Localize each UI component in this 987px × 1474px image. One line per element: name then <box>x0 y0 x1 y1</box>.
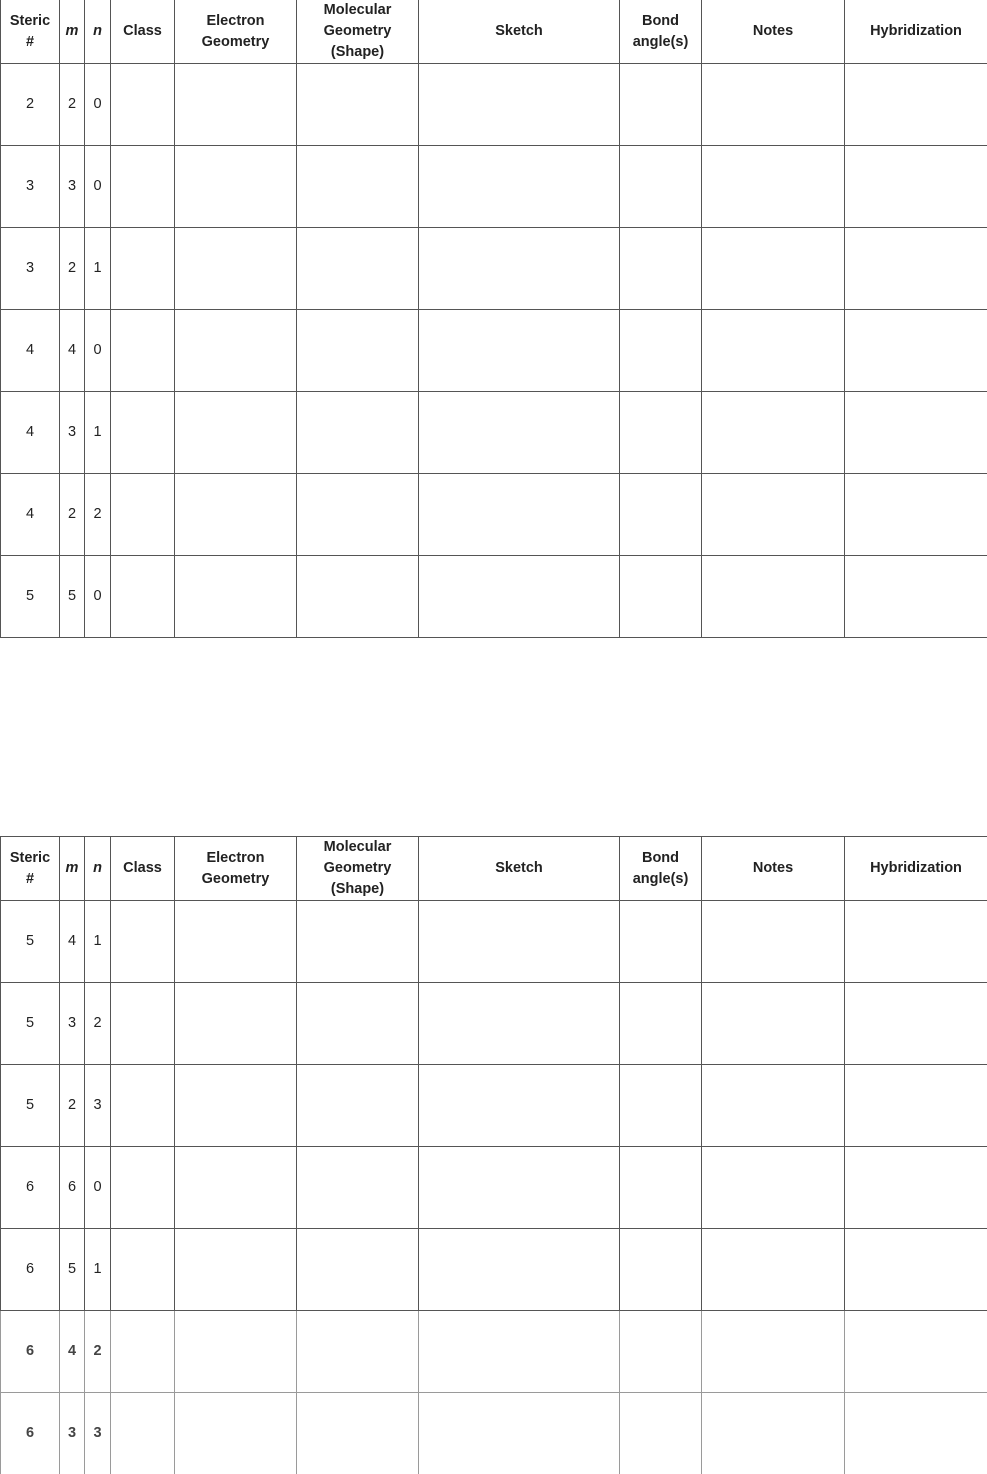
hybridization-cell[interactable] <box>845 1229 987 1311</box>
n-cell: 0 <box>85 1147 111 1229</box>
header-sketch: Sketch <box>419 0 620 64</box>
class-cell[interactable] <box>111 146 175 228</box>
n-cell: 1 <box>85 392 111 474</box>
bond-angles-cell[interactable] <box>620 901 702 983</box>
n-cell: 0 <box>85 64 111 146</box>
notes-cell[interactable] <box>702 1229 845 1311</box>
electron-geometry-cell[interactable] <box>175 228 297 310</box>
sketch-cell[interactable] <box>419 474 620 556</box>
molecular-geometry-cell[interactable] <box>297 64 419 146</box>
bond-angles-cell[interactable] <box>620 1393 702 1474</box>
bond-angles-cell[interactable] <box>620 1311 702 1393</box>
m-cell: 5 <box>60 1229 85 1311</box>
header-sketch: Sketch <box>419 837 620 901</box>
m-cell: 2 <box>60 1065 85 1147</box>
header-n: n <box>85 0 111 64</box>
vsepr-table-1 <box>0 0 987 638</box>
table-row <box>1 1311 987 1393</box>
header-steric: Steric # <box>1 0 60 64</box>
steric-number-cell: 4 <box>1 310 60 392</box>
class-cell[interactable] <box>111 310 175 392</box>
bond-angles-cell[interactable] <box>620 146 702 228</box>
steric-number-cell: 6 <box>1 1147 60 1229</box>
bond-angles-cell[interactable] <box>620 228 702 310</box>
n-cell: 0 <box>85 146 111 228</box>
electron-geometry-cell[interactable] <box>175 392 297 474</box>
notes-cell[interactable] <box>702 1065 845 1147</box>
hybridization-cell[interactable] <box>845 1147 987 1229</box>
sketch-cell[interactable] <box>419 228 620 310</box>
header-molecular-geometry: Molecular Geometry (Shape) <box>297 837 419 901</box>
notes-cell[interactable] <box>702 310 845 392</box>
sketch-cell[interactable] <box>419 310 620 392</box>
molecular-geometry-cell[interactable] <box>297 392 419 474</box>
bond-angles-cell[interactable] <box>620 983 702 1065</box>
notes-cell[interactable] <box>702 556 845 638</box>
n-cell: 1 <box>85 1229 111 1311</box>
electron-geometry-cell[interactable] <box>175 556 297 638</box>
steric-number-cell: 4 <box>1 392 60 474</box>
notes-cell[interactable] <box>702 474 845 556</box>
molecular-geometry-cell[interactable] <box>297 556 419 638</box>
steric-number-cell: 4 <box>1 474 60 556</box>
sketch-cell[interactable] <box>419 64 620 146</box>
hybridization-cell[interactable] <box>845 64 987 146</box>
class-cell[interactable] <box>111 1393 175 1474</box>
m-cell: 2 <box>60 228 85 310</box>
electron-geometry-cell[interactable] <box>175 310 297 392</box>
header-m: m <box>60 0 85 64</box>
bond-angles-cell[interactable] <box>620 1229 702 1311</box>
header-bond-angles: Bond angle(s) <box>620 0 702 64</box>
molecular-geometry-cell[interactable] <box>297 901 419 983</box>
molecular-geometry-cell[interactable] <box>297 146 419 228</box>
electron-geometry-cell[interactable] <box>175 1065 297 1147</box>
class-cell[interactable] <box>111 228 175 310</box>
header-notes: Notes <box>702 837 845 901</box>
table-row <box>1 474 987 556</box>
class-cell[interactable] <box>111 901 175 983</box>
table-row <box>1 392 987 474</box>
steric-number-cell: 3 <box>1 228 60 310</box>
m-cell: 3 <box>60 983 85 1065</box>
table-row <box>1 310 987 392</box>
table-row <box>1 1065 987 1147</box>
m-cell: 5 <box>60 556 85 638</box>
table-row <box>1 64 987 146</box>
steric-number-cell: 5 <box>1 901 60 983</box>
sketch-cell[interactable] <box>419 901 620 983</box>
notes-cell[interactable] <box>702 392 845 474</box>
class-cell[interactable] <box>111 1147 175 1229</box>
notes-cell[interactable] <box>702 1393 845 1474</box>
sketch-cell[interactable] <box>419 1147 620 1229</box>
m-cell: 4 <box>60 310 85 392</box>
table-row <box>1 228 987 310</box>
table-row <box>1 983 987 1065</box>
table-row <box>1 556 987 638</box>
n-cell: 2 <box>85 474 111 556</box>
bond-angles-cell[interactable] <box>620 474 702 556</box>
n-cell: 1 <box>85 901 111 983</box>
header-hybridization: Hybridization <box>845 0 987 64</box>
vsepr-table-2 <box>0 836 987 1474</box>
electron-geometry-cell[interactable] <box>175 1229 297 1311</box>
n-cell: 0 <box>85 310 111 392</box>
class-cell[interactable] <box>111 983 175 1065</box>
hybridization-cell[interactable] <box>845 310 987 392</box>
sketch-cell[interactable] <box>419 1311 620 1393</box>
electron-geometry-cell[interactable] <box>175 1311 297 1393</box>
class-cell[interactable] <box>111 474 175 556</box>
sketch-cell[interactable] <box>419 1229 620 1311</box>
header-row <box>1 837 987 901</box>
steric-number-cell: 5 <box>1 556 60 638</box>
header-notes: Notes <box>702 0 845 64</box>
steric-number-cell: 6 <box>1 1311 60 1393</box>
m-cell: 3 <box>60 146 85 228</box>
molecular-geometry-cell[interactable] <box>297 1147 419 1229</box>
class-cell[interactable] <box>111 556 175 638</box>
hybridization-cell[interactable] <box>845 392 987 474</box>
notes-cell[interactable] <box>702 1147 845 1229</box>
hybridization-cell[interactable] <box>845 1065 987 1147</box>
n-cell: 3 <box>85 1065 111 1147</box>
m-cell: 4 <box>60 901 85 983</box>
class-cell[interactable] <box>111 392 175 474</box>
electron-geometry-cell[interactable] <box>175 1393 297 1474</box>
bond-angles-cell[interactable] <box>620 64 702 146</box>
molecular-geometry-cell[interactable] <box>297 1229 419 1311</box>
steric-number-cell: 6 <box>1 1229 60 1311</box>
hybridization-cell[interactable] <box>845 983 987 1065</box>
bond-angles-cell[interactable] <box>620 392 702 474</box>
hybridization-cell[interactable] <box>845 556 987 638</box>
electron-geometry-cell[interactable] <box>175 983 297 1065</box>
electron-geometry-cell[interactable] <box>175 64 297 146</box>
bond-angles-cell[interactable] <box>620 1147 702 1229</box>
n-cell: 2 <box>85 1311 111 1393</box>
sketch-cell[interactable] <box>419 1065 620 1147</box>
n-cell: 0 <box>85 556 111 638</box>
bond-angles-cell[interactable] <box>620 310 702 392</box>
hybridization-cell[interactable] <box>845 474 987 556</box>
electron-geometry-cell[interactable] <box>175 146 297 228</box>
n-cell: 2 <box>85 983 111 1065</box>
steric-number-cell: 2 <box>1 64 60 146</box>
steric-number-cell: 3 <box>1 146 60 228</box>
molecular-geometry-cell[interactable] <box>297 310 419 392</box>
header-bond-angles: Bond angle(s) <box>620 837 702 901</box>
m-cell: 2 <box>60 474 85 556</box>
table-row <box>1 1229 987 1311</box>
sketch-cell[interactable] <box>419 556 620 638</box>
molecular-geometry-cell[interactable] <box>297 1311 419 1393</box>
table-row <box>1 1147 987 1229</box>
class-cell[interactable] <box>111 64 175 146</box>
header-m: m <box>60 837 85 901</box>
m-cell: 3 <box>60 392 85 474</box>
m-cell: 3 <box>60 1393 85 1474</box>
hybridization-cell[interactable] <box>845 1393 987 1474</box>
sketch-cell[interactable] <box>419 392 620 474</box>
notes-cell[interactable] <box>702 1311 845 1393</box>
notes-cell[interactable] <box>702 146 845 228</box>
sketch-cell[interactable] <box>419 983 620 1065</box>
table-row <box>1 901 987 983</box>
hybridization-cell[interactable] <box>845 901 987 983</box>
header-class: Class <box>111 0 175 64</box>
class-cell[interactable] <box>111 1065 175 1147</box>
molecular-geometry-cell[interactable] <box>297 1393 419 1474</box>
steric-number-cell: 5 <box>1 1065 60 1147</box>
table-row <box>1 146 987 228</box>
header-n: n <box>85 837 111 901</box>
m-cell: 2 <box>60 64 85 146</box>
molecular-geometry-cell[interactable] <box>297 474 419 556</box>
class-cell[interactable] <box>111 1229 175 1311</box>
notes-cell[interactable] <box>702 64 845 146</box>
n-cell: 3 <box>85 1393 111 1474</box>
hybridization-cell[interactable] <box>845 1311 987 1393</box>
notes-cell[interactable] <box>702 901 845 983</box>
steric-number-cell: 5 <box>1 983 60 1065</box>
electron-geometry-cell[interactable] <box>175 901 297 983</box>
bond-angles-cell[interactable] <box>620 556 702 638</box>
notes-cell[interactable] <box>702 228 845 310</box>
header-electron-geometry: Electron Geometry <box>175 0 297 64</box>
header-hybridization: Hybridization <box>845 837 987 901</box>
header-class: Class <box>111 837 175 901</box>
steric-number-cell: 6 <box>1 1393 60 1474</box>
header-electron-geometry: Electron Geometry <box>175 837 297 901</box>
header-row <box>1 0 987 64</box>
m-cell: 4 <box>60 1311 85 1393</box>
class-cell[interactable] <box>111 1311 175 1393</box>
hybridization-cell[interactable] <box>845 146 987 228</box>
electron-geometry-cell[interactable] <box>175 474 297 556</box>
hybridization-cell[interactable] <box>845 228 987 310</box>
sketch-cell[interactable] <box>419 146 620 228</box>
n-cell: 1 <box>85 228 111 310</box>
molecular-geometry-cell[interactable] <box>297 1065 419 1147</box>
electron-geometry-cell[interactable] <box>175 1147 297 1229</box>
notes-cell[interactable] <box>702 983 845 1065</box>
header-molecular-geometry: Molecular Geometry (Shape) <box>297 0 419 64</box>
bond-angles-cell[interactable] <box>620 1065 702 1147</box>
m-cell: 6 <box>60 1147 85 1229</box>
table-row <box>1 1393 987 1474</box>
sketch-cell[interactable] <box>419 1393 620 1474</box>
molecular-geometry-cell[interactable] <box>297 228 419 310</box>
header-steric: Steric # <box>1 837 60 901</box>
molecular-geometry-cell[interactable] <box>297 983 419 1065</box>
